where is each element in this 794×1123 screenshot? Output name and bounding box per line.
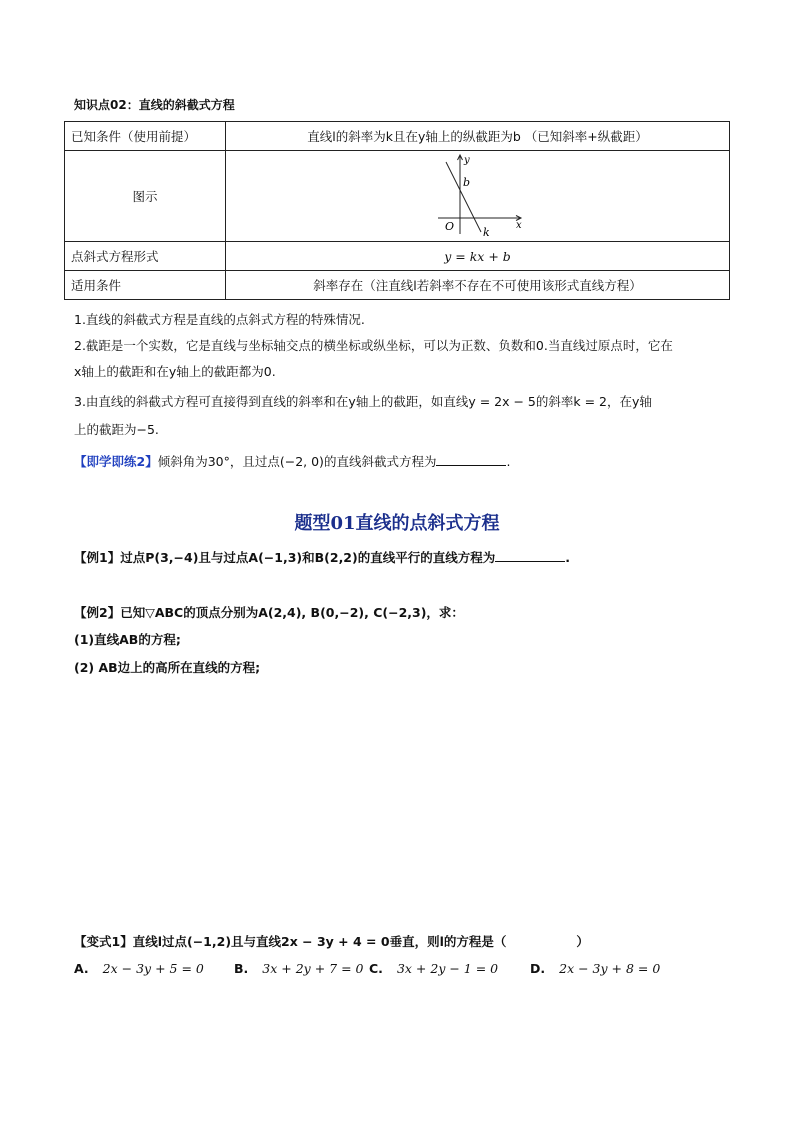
option-b-expr: 3x + 2y + 7 = 0 — [262, 961, 364, 976]
example-1-end: . — [565, 550, 570, 565]
option-b-letter: B. — [234, 961, 249, 976]
variant-1 — [74, 932, 589, 950]
option-d-expr: 2x − 3y + 8 = 0 — [559, 961, 661, 976]
knowledge-table — [64, 121, 730, 300]
answer-blank[interactable] — [436, 453, 506, 466]
option-a-expr: 2x − 3y + 5 = 0 — [102, 961, 204, 976]
example-2-tag: 【例2】 — [74, 605, 121, 620]
note-2-line-1: 2.截距是一个实数，它是直线与坐标轴交点的横坐标或纵坐标，可以为正数、负数和0.当直线过原点时，它在 — [74, 338, 673, 353]
example-1-tag: 【例1】 — [74, 550, 121, 565]
example-1-text: 过点P(3,−4)且与过点A(−1,3)和B(2,2)的直线平行的直线方程为 — [120, 550, 496, 565]
example-1-blank[interactable] — [495, 549, 565, 562]
x-axis-label: x — [515, 219, 522, 231]
example-2-q1: (1)直线AB的方程; — [74, 632, 181, 647]
option-a[interactable] — [74, 961, 204, 976]
option-b[interactable] — [234, 961, 363, 976]
section-title: 题型01直线的点斜式方程 — [294, 513, 500, 534]
form-label: 点斜式方程形式 — [65, 242, 226, 271]
example-2 — [74, 603, 464, 621]
practice-question — [74, 452, 510, 470]
form-value: y = kx + b — [226, 242, 730, 271]
option-c[interactable] — [369, 961, 498, 976]
practice-text: 倾斜角为30°，且过点(−2, 0)的直线斜截式方程为 — [157, 454, 437, 469]
option-d[interactable] — [530, 961, 660, 976]
condition-label: 已知条件（使用前提） — [65, 122, 226, 151]
applicable-value: 斜率存在（注直线l若斜率不存在不可使用该形式直线方程） — [226, 271, 730, 300]
note-3-line-1: 3.由直线的斜截式方程可直接得到直线的斜率和在y轴上的截距，如直线y = 2x − 5的斜率k = 2，在y轴 — [74, 394, 652, 409]
example-2-text: 已知▽ABC的顶点分别为A(2,4), B(0,−2), C(−2,3)，求： — [120, 605, 464, 620]
example-1 — [74, 548, 570, 566]
slope-label: k — [482, 225, 490, 238]
condition-value: 直线l的斜率为k且在y轴上的纵截距为b （已知斜率+纵截距） — [226, 122, 730, 151]
variant-text: 直线l过点(−1,2)且与直线2x − 3y + 4 = 0垂直，则l的方程是（ — [132, 934, 507, 949]
applicable-label: 适用条件 — [65, 271, 226, 300]
y-axis-label: y — [463, 154, 470, 166]
option-c-letter: C. — [369, 961, 383, 976]
intercept-label: b — [462, 175, 470, 189]
practice-tag: 【即学即练2】 — [74, 454, 158, 469]
knowledge-heading: 知识点02：直线的斜截式方程 — [74, 98, 235, 112]
example-2-q2: (2) AB边上的高所在直线的方程; — [74, 660, 261, 675]
option-a-letter: A. — [74, 961, 89, 976]
note-3-line-2: 上的截距为−5. — [74, 422, 159, 437]
variant-tag: 【变式1】 — [74, 934, 133, 949]
figure-label: 图示 — [65, 151, 226, 242]
option-c-expr: 3x + 2y − 1 = 0 — [396, 961, 499, 976]
figure-cell — [226, 151, 730, 242]
note-1: 1.直线的斜截式方程是直线的点斜式方程的特殊情况. — [74, 312, 365, 327]
practice-end: . — [506, 454, 511, 469]
variant-end: ） — [576, 934, 589, 949]
slope-intercept-figure — [428, 152, 528, 238]
origin-label: O — [444, 219, 454, 233]
option-d-letter: D. — [530, 961, 546, 976]
note-2-line-2: x轴上的截距和在y轴上的截距都为0. — [74, 364, 276, 379]
